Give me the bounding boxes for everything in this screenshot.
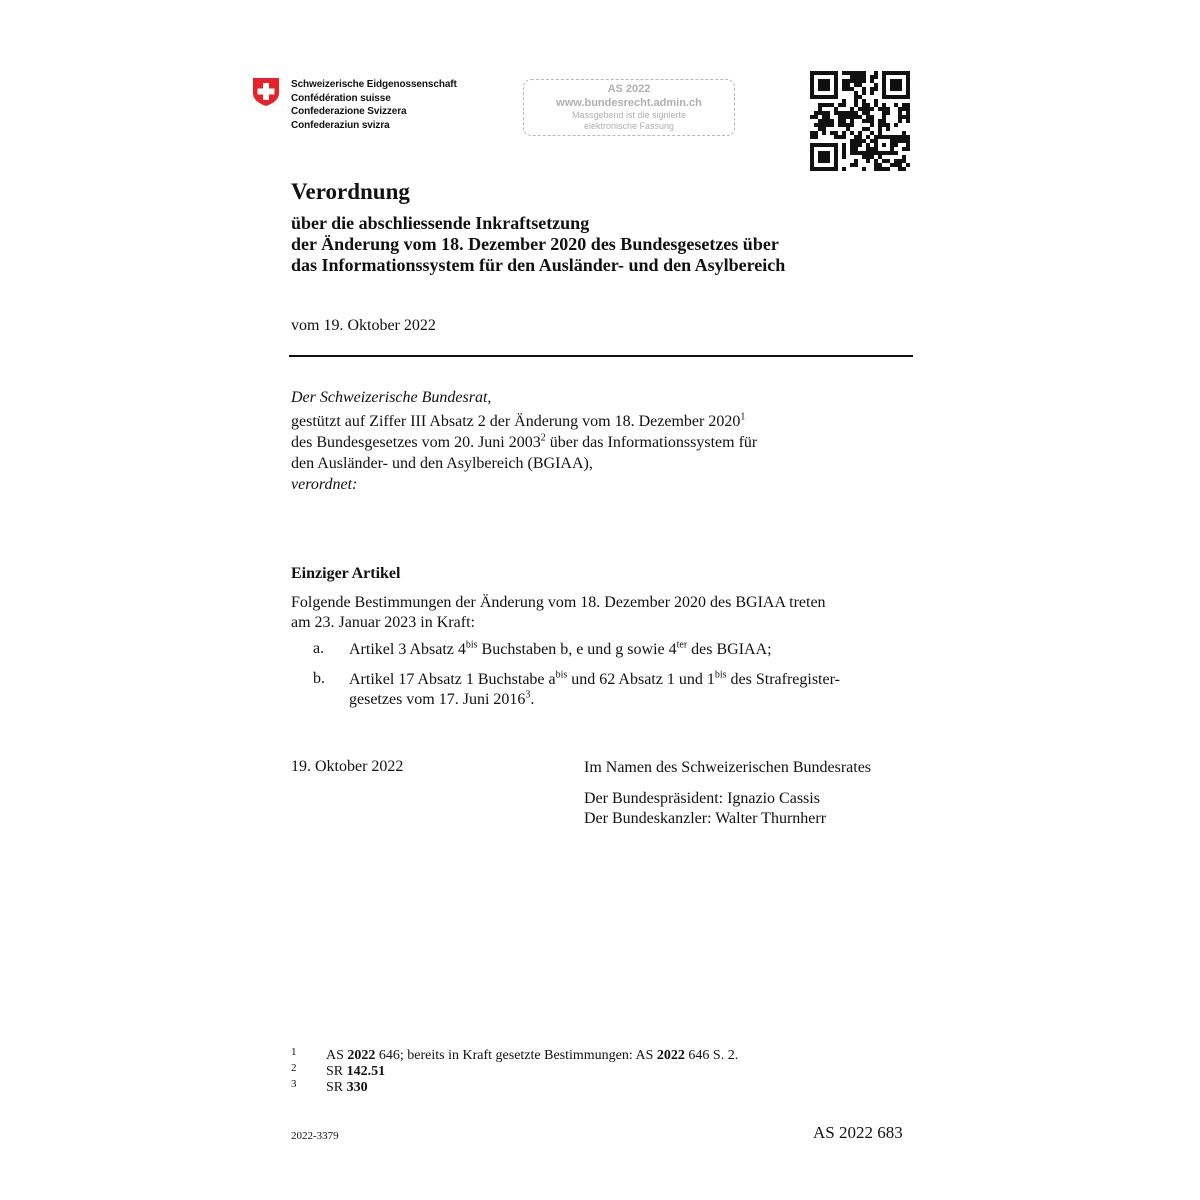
preamble-decree: verordnet: xyxy=(291,476,358,493)
signature-on-behalf: Im Namen des Schweizerischen Bundesrates xyxy=(584,759,872,776)
swiss-cross-icon xyxy=(251,77,281,107)
item-b-sup-1: bis xyxy=(555,669,568,681)
federation-line-rm: Confederaziun svizra xyxy=(291,119,390,131)
item-a-letter: a. xyxy=(313,640,325,657)
footnote-2-number: 2 xyxy=(291,1062,297,1074)
preamble-line-2-text-b: über das Informationssystem für xyxy=(545,434,758,451)
signature-block xyxy=(584,758,871,829)
article-intro-line-2: am 23. Januar 2023 in Kraft: xyxy=(291,614,475,631)
subtitle-line-3: das Informationssystem für den Ausländer- und den Asylbereich xyxy=(291,255,786,275)
document-number: 2022-3379 xyxy=(291,1130,339,1142)
federation-line-de: Schweizerische Eidgenossenschaft xyxy=(291,79,457,90)
federation-name xyxy=(291,78,457,132)
footnote-ref-2: 2 xyxy=(540,432,546,444)
preamble-authority: Der Schweizerische Bundesrat, xyxy=(291,389,492,406)
preamble-line-2 xyxy=(291,432,911,453)
article-heading: Einziger Artikel xyxy=(291,565,401,582)
preamble-line-1-text: gestützt auf Ziffer III Absatz 2 der Änderung vom 18. Dezember 2020 xyxy=(291,413,741,430)
stamp-line-1: AS 2022 xyxy=(607,83,651,95)
title-divider xyxy=(289,355,913,357)
item-a-sup-1: bis xyxy=(465,639,478,651)
stamp-line-4: elektronische Fassung xyxy=(583,121,675,131)
item-b-line-2-end: . xyxy=(530,691,535,708)
as-reference: AS 2022 683 xyxy=(813,1123,903,1142)
federation-line-it: Confederazione Svizzera xyxy=(291,106,407,117)
item-b-letter: b. xyxy=(313,670,325,687)
footnote-3 xyxy=(326,1080,368,1096)
item-b-line-2-text: gesetzes vom 17. Juni 2016 xyxy=(349,691,526,708)
footnote-2 xyxy=(326,1064,385,1080)
document-title: Verordnung xyxy=(291,179,410,204)
footnote-3-bold-1: 330 xyxy=(346,1080,368,1095)
footnote-1 xyxy=(326,1048,738,1064)
item-b-sup-2: bis xyxy=(714,669,727,681)
item-b-text xyxy=(349,670,840,710)
item-a-text xyxy=(349,640,772,660)
signature-chancellor: Der Bundeskanzler: Walter Thurnherr xyxy=(584,810,827,827)
signature-date: 19. Oktober 2022 xyxy=(291,758,404,775)
item-a-part-2: Buchstaben b, e und g sowie 4 xyxy=(477,641,677,658)
signature-president: Der Bundespräsident: Ignazio Cassis xyxy=(584,790,820,807)
item-b-line-1 xyxy=(349,670,840,690)
stamp-line-3: Massgebend ist die signierte xyxy=(571,110,687,120)
item-a-sup-2: ter xyxy=(676,639,688,651)
footnote-2-bold-1: 142.51 xyxy=(346,1064,386,1079)
footnote-2-part-1: SR xyxy=(326,1064,347,1079)
item-a-part-1: Artikel 3 Absatz 4 xyxy=(349,641,466,658)
preamble-line-3: den Ausländer- und den Asylbereich (BGIAA), xyxy=(291,455,593,472)
qr-code-icon xyxy=(810,71,910,171)
footnote-1-number: 1 xyxy=(291,1046,297,1058)
publication-stamp xyxy=(523,79,735,136)
footnote-1-part-1: AS xyxy=(326,1048,348,1063)
preamble xyxy=(291,387,911,495)
stamp-line-2: www.bundesrecht.admin.ch xyxy=(556,97,702,109)
subtitle-line-1: über die abschliessende Inkraftsetzung xyxy=(291,213,590,233)
footnote-1-bold-2: 2022 xyxy=(656,1048,685,1063)
federation-line-fr: Confédération suisse xyxy=(291,92,391,104)
footnote-ref-1: 1 xyxy=(740,411,746,423)
footnote-3-part-1: SR xyxy=(326,1080,347,1095)
footnote-1-bold-1: 2022 xyxy=(347,1048,376,1063)
footnote-ref-3: 3 xyxy=(525,689,531,701)
footnote-1-part-3: 646 S. 2. xyxy=(684,1048,739,1063)
subtitle-line-2: der Änderung vom 18. Dezember 2020 des Bundesgesetzes über xyxy=(291,234,779,254)
item-a-part-3: des BGIAA; xyxy=(687,641,772,658)
item-b-part-3: des Strafregister- xyxy=(726,671,840,688)
footnote-1-part-2: 646; bereits in Kraft gesetzte Bestimmungen: AS xyxy=(375,1048,657,1063)
document-subtitle xyxy=(291,213,785,276)
article-intro-line-1: Folgende Bestimmungen der Änderung vom 18. Dezember 2020 des BGIAA treten xyxy=(291,594,826,611)
document-date: vom 19. Oktober 2022 xyxy=(291,317,436,334)
item-b-part-1: Artikel 17 Absatz 1 Buchstabe a xyxy=(349,671,556,688)
preamble-line-1 xyxy=(291,411,911,432)
preamble-line-2-text-a: des Bundesgesetzes vom 20. Juni 2003 xyxy=(291,434,541,451)
item-b-line-2 xyxy=(349,690,840,710)
item-b-part-2: und 62 Absatz 1 und 1 xyxy=(567,671,715,688)
footnote-3-number: 3 xyxy=(291,1078,297,1090)
article-intro xyxy=(291,593,911,633)
